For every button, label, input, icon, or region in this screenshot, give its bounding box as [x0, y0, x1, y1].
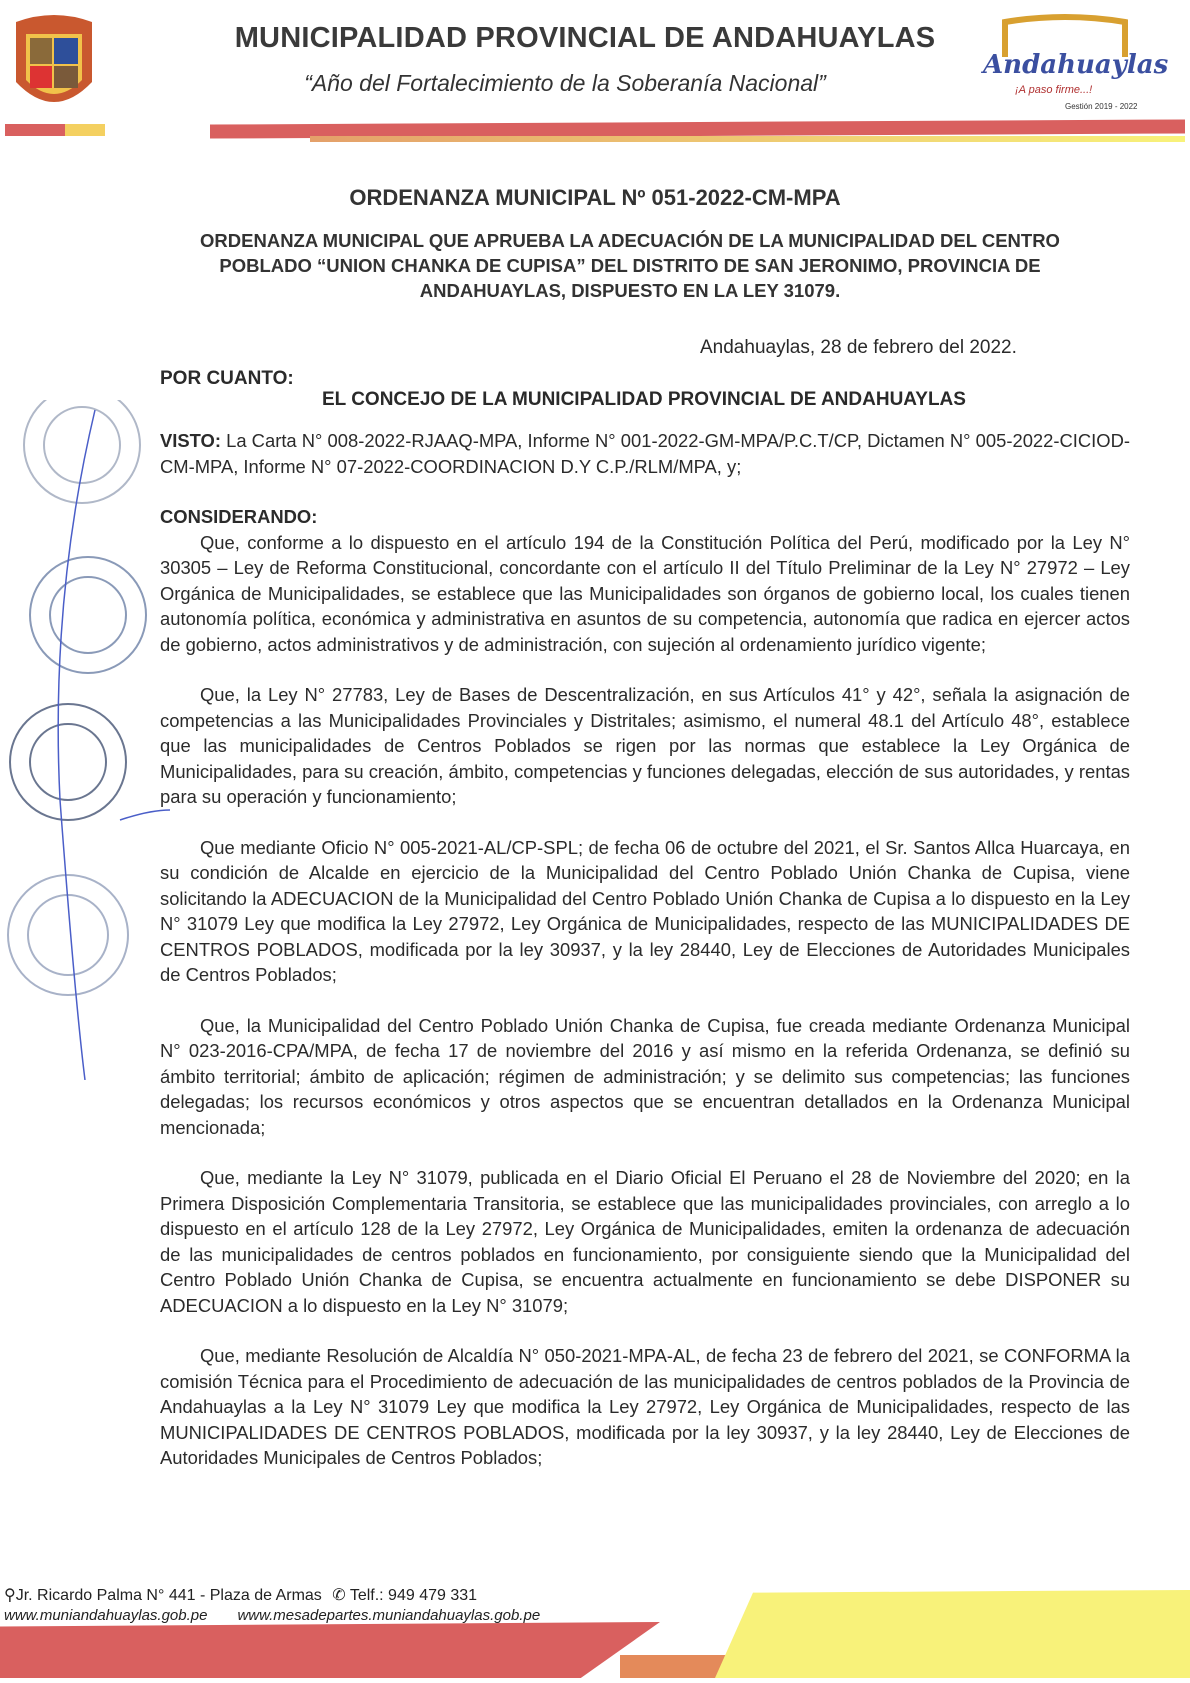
- footer-mesa-partes[interactable]: www.mesadepartes.muniandahuaylas.gob.pe: [237, 1607, 541, 1624]
- logo-slogan: ¡A paso firme...!: [1015, 84, 1093, 96]
- document-body: [160, 428, 1130, 1496]
- ordinance-subtitle: ORDENANZA MUNICIPAL QUE APRUEBA LA ADECUACIÓN DE LA MUNICIPALIDAD DEL CENTRO POBLADO “UNION CHANKA DE CUPISA” DEL DISTRITO DE SAN JERONIMO, PROVINCIA DE ANDAHUAYLAS, DISPUESTO EN LA LEY 31079.: [200, 230, 1060, 301]
- phone-icon: ✆: [332, 1587, 346, 1604]
- concejo-heading: EL CONCEJO DE LA MUNICIPALIDAD PROVINCIAL DE ANDAHUAYLAS: [322, 389, 966, 410]
- paragraph: Que, conforme a lo dispuesto en el artículo 194 de la Constitución Política del Perú, modificado por la Ley N° 30305 – Ley de Reforma Constitucional, concordante con el artículo II del Título Preliminar de la Ley N° 27972 – Ley Orgánica de Municipalidades, se establece que las Municipalidades son órganos de gobierno local, los cuales tienen autonomía política, económica y administrativa en asuntos de su competencia, autonomía que radica en ejercer actos de gobierno, actos administrativos y de administración, con sujeción al ordenamiento jurídico vigente;: [160, 531, 1130, 655]
- paragraph: Que, mediante Resolución de Alcaldía N° 050-2021-MPA-AL, de fecha 23 de febrero del 2021, se CONFORMA la comisión Técnica para el Procedimiento de adecuación de las municipalidades de centros poblados de la Provincia de Andahuaylas a la Ley N° 31079 Ley que modifica la Ley 27972, Ley Orgánica de Municipalidades, respecto de las MUNICIPALIDADES DE CENTROS POBLADOS, modificada por la ley 30937, y la ley 28440, Ley de Elecciones de Autoridades Municipales de Centros Poblados;: [160, 1345, 1130, 1468]
- year-motto: “Año del Fortalecimiento de la Soberanía Nacional”: [304, 70, 826, 96]
- andahuaylas-logo: [975, 12, 1169, 117]
- footer-phone: Telf.: 949 479 331: [349, 1587, 478, 1604]
- header-band-left: [5, 124, 105, 136]
- footer-band-yellow: [715, 1590, 1190, 1678]
- paragraph: Que mediante Oficio N° 005-2021-AL/CP-SPL; de fecha 06 de octubre del 2021, el Sr. Santos Allca Huarcaya, en su condición de Alcalde en ejercicio de la Municipalidad del Centro Poblado Unión Chanka de Cupisa, viene solicitando la ADECUACION de la Municipalidad del Centro Poblado Unión Chanka de Cupisa a lo dispuesto en la Ley N° 31079 Ley que modifica la Ley 27972, Ley Orgánica de Municipalidades, respecto de las MUNICIPALIDADES DE CENTROS POBLADOS, modificada por la ley 30937, y la ley 28440, Ley de Elecciones de Autoridades Municipales de Centros Poblados;: [160, 836, 1130, 985]
- visto-text: La Carta N° 008-2022-RJAAQ-MPA, Informe N° 001-2022-GM-MPA/P.C.T/CP, Dictamen N° 005-2022-CICIOD-CM-MPA, Informe N° 07-2022-COORDINACION D.Y C.P./RLM/MPA, y;: [160, 430, 1130, 477]
- footer-address: Jr. Ricardo Palma N° 441 - Plaza de Armas: [15, 1587, 322, 1604]
- footer-band-red: [0, 1622, 660, 1678]
- header-band-yellow: [310, 136, 1185, 142]
- paragraph: Que, la Municipalidad del Centro Poblado Unión Chanka de Cupisa, fue creada mediante Ordenanza Municipal N° 023-2016-CPA/MPA, de fecha 17 de noviembre del 2016 y así mismo en la referida Ordenanza, se definió su ámbito territorial; ámbito de aplicación; régimen de administración; y se delimito sus competencias; las funciones delegadas; los recursos económicos y otros aspectos que se encuentran detallados en la Ordenanza Municipal mencionada;: [160, 1014, 1130, 1138]
- paragraph: Que, la Ley N° 27783, Ley de Bases de Descentralización, en sus Artículos 41° y 42°, señala la asignación de competencias a las Municipalidades Provinciales y Distritales; asimismo, el numeral 48.1 del Artículo 48°, establece que las municipalidades de Centros Poblados se rigen por las normas que establece la Ley Orgánica de Municipalidades, para su creación, ámbito, competencias y funciones delegadas, elección de sus autoridades, y rentas para su operación y funcionamiento;: [160, 684, 1130, 807]
- visto-paragraph: [160, 428, 1130, 479]
- ordinance-number-title: ORDENANZA MUNICIPAL Nº 051-2022-CM-MPA: [349, 185, 841, 210]
- footer-website[interactable]: www.muniandahuaylas.gob.pe: [4, 1607, 208, 1624]
- document-date: Andahuaylas, 28 de febrero del 2022.: [700, 337, 1017, 358]
- official-stamps: [0, 400, 170, 1080]
- logo-period: Gestión 2019 - 2022: [1065, 102, 1138, 111]
- footer-contact: [4, 1585, 477, 1605]
- considerando-heading: CONSIDERANDO:: [160, 506, 318, 527]
- visto-label: VISTO:: [160, 430, 221, 451]
- organization-title: MUNICIPALIDAD PROVINCIAL DE ANDAHUAYLAS: [234, 22, 936, 54]
- location-icon: ⚲: [4, 1587, 16, 1604]
- por-cuanto-heading: POR CUANTO:: [160, 368, 294, 389]
- footer-websites: [4, 1607, 570, 1624]
- paragraph: Que, mediante la Ley N° 31079, publicada en el Diario Oficial El Peruano el 28 de Noviembre del 2020; en la Primera Disposición Complementaria Transitoria, se establece que las municipalidades provinciales, con arreglo a lo dispuesto en el artículo 128 de la Ley 27972, Ley Orgánica de Municipalidades, emiten la ordenanza de adecuación de las municipalidades de centros poblados en funcionamiento, por consiguiente siendo que la Municipalidad del Centro Poblado Unión Chanka de Cupisa, se encuentra actualmente en funcionamiento se debe DISPONER su ADECUACION a lo dispuesto en la Ley N° 31079;: [160, 1167, 1130, 1316]
- logo-text: Andahuaylas: [983, 50, 1169, 80]
